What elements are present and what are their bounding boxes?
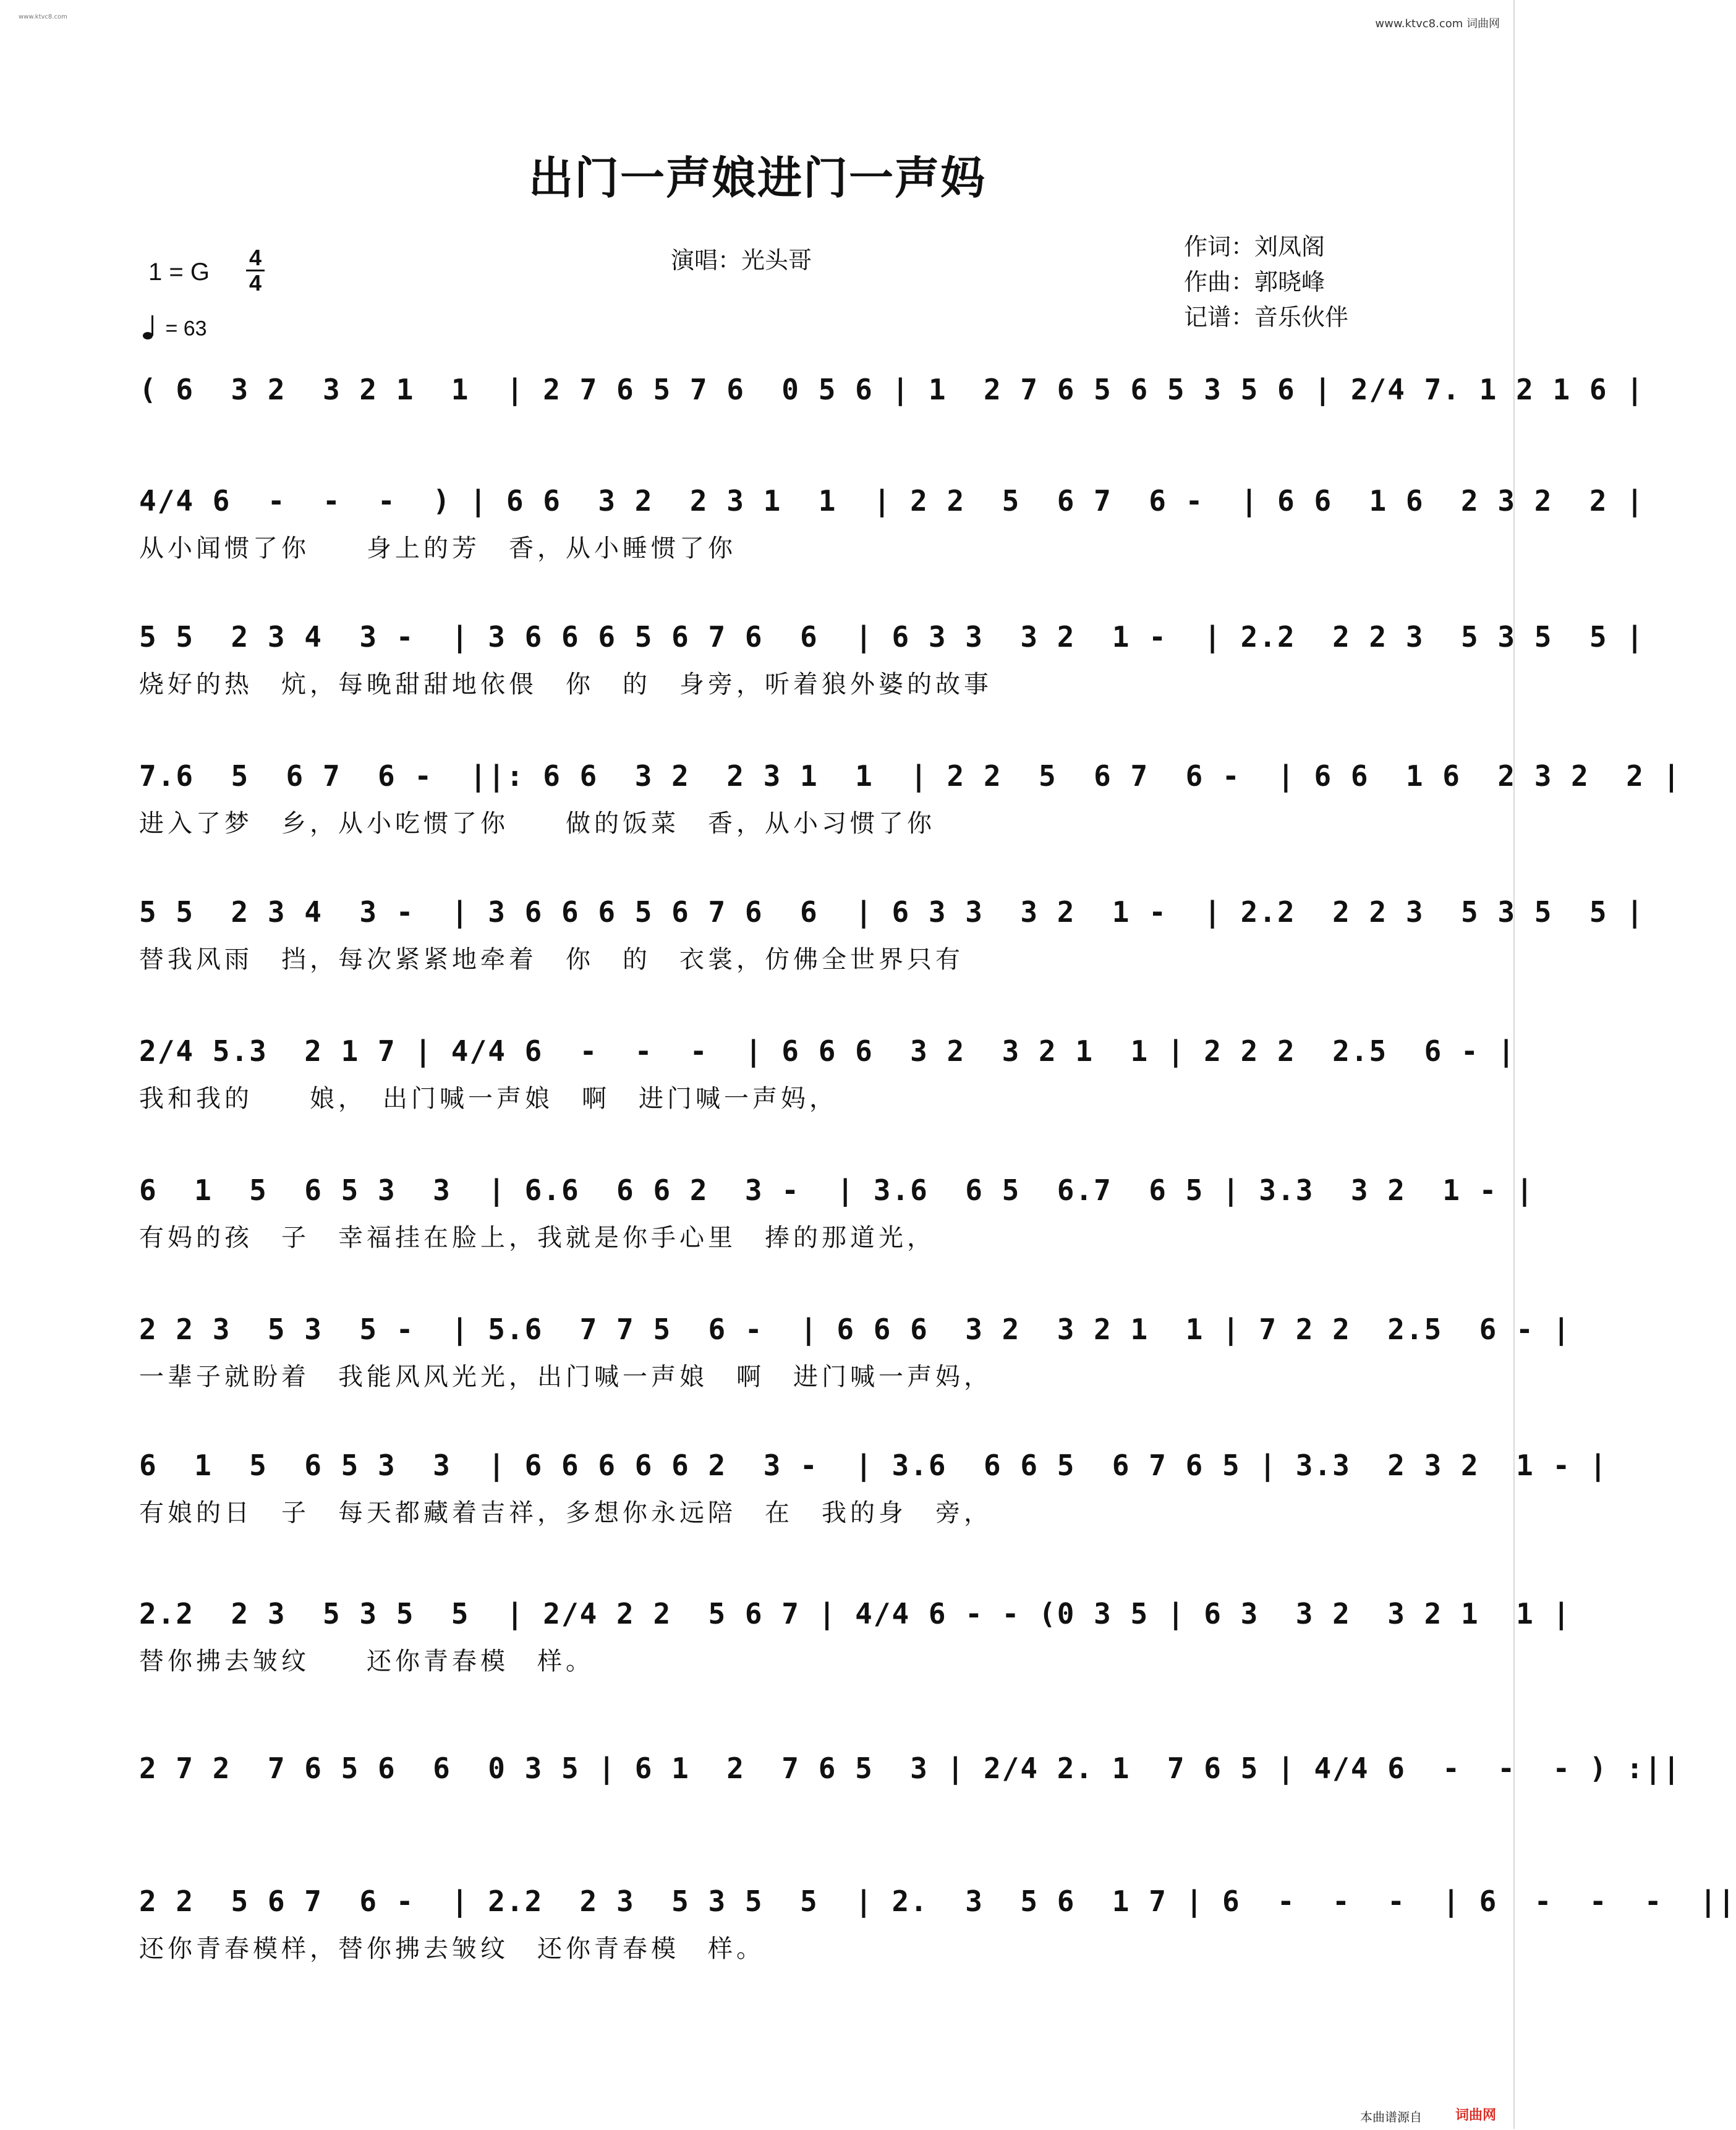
tempo-value: = 63 <box>165 317 207 341</box>
singer-credit: 演唱：光头哥 <box>671 247 812 274</box>
composer-credit: 作曲：郭晓峰 <box>1184 268 1325 296</box>
notation-row: 2/4 5.3 2 1 7 | 4/4 6 - - - | 6 6 6 3 2 3 2 1 1 | 2 2 2 2.5 6 - | <box>139 1034 1517 1068</box>
score-line-2 <box>139 482 1645 563</box>
lyric-row: 还你青春模样，替你拂去皱纹 还你青春模 样。 <box>139 1935 765 1963</box>
tempo-marking <box>142 314 207 346</box>
notation-row: 5 5 2 3 4 3 - | 3 6 6 6 5 6 7 6 6 | 6 3 3 3 2 1 - | 2.2 2 2 3 5 3 5 5 | <box>139 895 1645 929</box>
lyric-row: 替你拂去皱纹 还你青春模 样。 <box>139 1647 594 1676</box>
lyric-row: 有娘的日 子 每天都藏着吉祥，多想你永远陪 在 我的身 旁， <box>139 1499 992 1527</box>
lyric-row: 一辈子就盼着 我能风风光光，出门喊一声娘 啊 进门喊一声妈， <box>139 1363 992 1391</box>
footer-source-text: 本曲谱源自 <box>1360 2110 1422 2124</box>
notation-row: 2.2 2 3 5 3 5 5 | 2/4 2 2 5 6 7 | 4/4 6 - - (0 3 5 | 6 3 3 2 3 2 1 1 | <box>139 1597 1572 1630</box>
notation-row: 7.6 5 6 7 6 - ||: 6 6 3 2 2 3 1 1 | 2 2 5 6 7 6 - | 6 6 1 6 2 3 2 2 | <box>139 759 1682 793</box>
score-line-10 <box>139 1595 1572 1676</box>
score-line-11 <box>139 1750 1682 1830</box>
notation-row: 2 2 5 6 7 6 - | 2.2 2 3 5 3 5 5 | 2. 3 5 6 1 7 | 6 - - - | 6 - - - || <box>139 1885 1736 1918</box>
notation-row: 2 7 2 7 6 5 6 6 0 3 5 | 6 1 2 7 6 5 3 | 2/4 2. 1 7 6 5 | 4/4 6 - - - ) :|| <box>139 1752 1682 1785</box>
notation-row: 6 1 5 6 5 3 3 | 6 6 6 6 6 2 3 - | 3.6 6 6 5 6 7 6 5 | 3.3 2 3 2 1 - | <box>139 1449 1608 1482</box>
time-signature <box>246 246 265 295</box>
score-line-12 <box>139 1883 1736 1963</box>
lyric-row: 进入了梦 乡，从小吃惯了你 做的饭菜 香，从小习惯了你 <box>139 809 935 838</box>
score-line-9 <box>139 1447 1608 1527</box>
score-line-7 <box>139 1172 1534 1252</box>
key-signature: 1 = G <box>148 258 210 286</box>
score-line-8 <box>139 1311 1572 1391</box>
quarter-note-icon <box>142 314 156 346</box>
notation-row: 6 1 5 6 5 3 3 | 6.6 6 6 2 3 - | 3.6 6 5 6.7 6 5 | 3.3 3 2 1 - | <box>139 1174 1534 1207</box>
header-small-text: www.ktvc8.com <box>19 14 67 20</box>
transcriber-credit: 记谱：音乐伙伴 <box>1184 304 1349 331</box>
site-url-link[interactable]: www.ktvc8.com 词曲网 <box>1375 17 1500 30</box>
notation-row: ( 6 3 2 3 2 1 1 | 2 7 6 5 7 6 0 5 6 | 1 2 7 6 5 6 5 3 5 6 | 2/4 7. 1 2 1 6 | <box>139 373 1645 406</box>
score-line-6 <box>139 1033 1517 1113</box>
lyric-row: 替我风雨 挡，每次紧紧地牵着 你 的 衣裳，仿佛全世界只有 <box>139 945 964 974</box>
score-line-1 <box>139 371 1645 451</box>
score-line-3 <box>139 618 1645 699</box>
lyric-row: 我和我的 娘， 出门喊一声娘 啊 进门喊一声妈， <box>139 1084 838 1113</box>
score-line-4 <box>139 757 1682 838</box>
song-title: 出门一声娘进门一声妈 <box>528 152 986 204</box>
lyric-row: 有妈的孩 子 幸福挂在脸上，我就是你手心里 捧的那道光， <box>139 1224 935 1252</box>
time-signature-top: 4 <box>249 245 262 270</box>
notation-row: 4/4 6 - - - ) | 6 6 3 2 2 3 1 1 | 2 2 5 6 7 6 - | 6 6 1 6 2 3 2 2 | <box>139 484 1645 518</box>
notation-row: 2 2 3 5 3 5 - | 5.6 7 7 5 6 - | 6 6 6 3 2 3 2 1 1 | 7 2 2 2.5 6 - | <box>139 1313 1572 1346</box>
footer-logo[interactable]: 词曲网 <box>1455 2108 1496 2123</box>
time-signature-bottom: 4 <box>249 270 262 296</box>
lyricist-credit: 作词：刘凤阁 <box>1184 233 1325 260</box>
lyric-row: 烧好的热 炕，每晚甜甜地依偎 你 的 身旁，听着狼外婆的故事 <box>139 670 992 699</box>
lyric-row: 从小闻惯了你 身上的芳 香，从小睡惯了你 <box>139 534 736 563</box>
score-line-5 <box>139 893 1645 974</box>
notation-row: 5 5 2 3 4 3 - | 3 6 6 6 5 6 7 6 6 | 6 3 3 3 2 1 - | 2.2 2 2 3 5 3 5 5 | <box>139 620 1645 654</box>
